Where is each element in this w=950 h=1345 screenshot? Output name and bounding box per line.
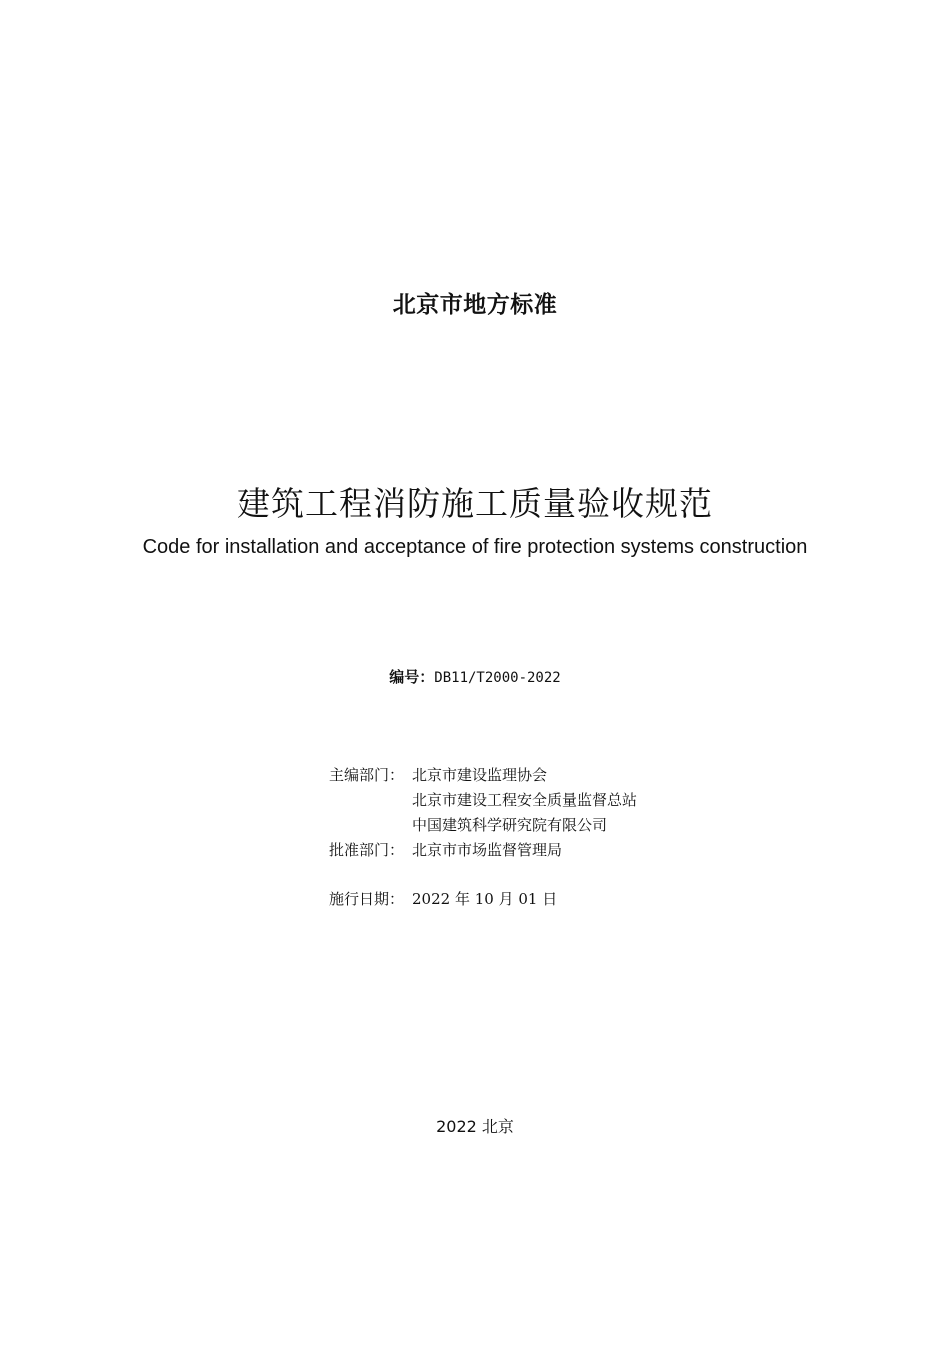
approval-value: 北京市市场监督管理局	[412, 841, 563, 859]
chief-editor-row-1	[329, 763, 547, 788]
chief-editor-row-3	[329, 813, 607, 838]
document-title-chinese: 建筑工程消防施工质量验收规范	[237, 484, 713, 523]
approval-label: 批准部门：	[329, 841, 405, 859]
chief-editor-value: 中国建筑科学研究院有限公司	[412, 816, 608, 834]
standard-code-value: DB11/T2000-2022	[434, 670, 561, 686]
effective-date-value: 2022 年 10 月 01 日	[412, 890, 558, 908]
footer-year-location: 2022 北京	[436, 1117, 514, 1136]
document-title-english: Code for installation and acceptance of fire protection systems construction	[142, 536, 808, 558]
standard-type-heading: 北京市地方标准	[392, 292, 558, 318]
chief-editor-row-2	[329, 788, 637, 813]
chief-editor-value: 北京市建设工程安全质量监督总站	[412, 791, 638, 809]
effective-date-label: 施行日期：	[329, 890, 405, 908]
standard-code-label: 编号：	[389, 668, 435, 686]
approval-row	[329, 838, 562, 863]
chief-editor-label: 主编部门：	[329, 766, 405, 784]
chief-editor-value: 北京市建设监理协会	[412, 766, 548, 784]
effective-date-row	[329, 887, 557, 912]
standard-code-line	[0, 666, 950, 687]
